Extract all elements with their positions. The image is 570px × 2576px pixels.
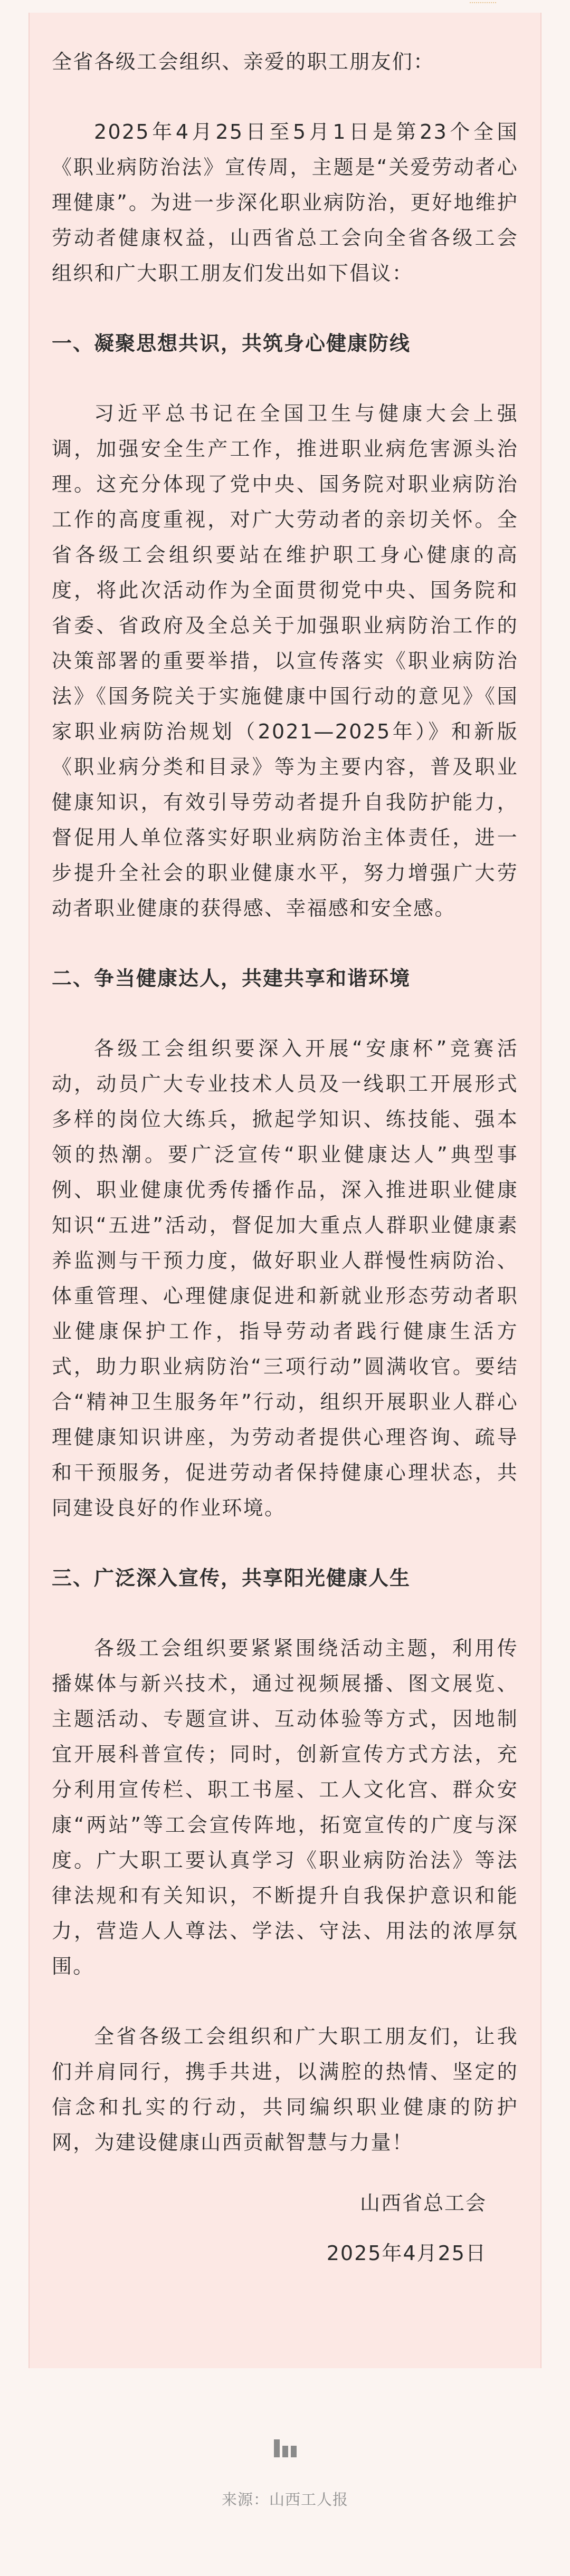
signature-org: 山西省总工会 — [359, 2191, 487, 2215]
source-credit: 来源：山西工人报 — [221, 2491, 348, 2508]
signature-block — [52, 2186, 518, 2271]
footer-logo — [0, 2439, 570, 2466]
dotted-decoration — [470, 2, 496, 4]
section-body-3: 各级工会组织要紧紧围绕活动主题，利用传播媒体与新兴技术，通过视频展播、图文展览、主题活动、专题宣讲、互动体验等方式，因地制宜开展科普宣传；同时，创新宣传方式方法，充分利用宣传栏、职工书屋、工人文化宫、群众安康“两站”等工会宣传阵地，拓宽宣传的广度与深度。广大职工要认真学习《职业病防治法》等法律法规和有关知识，不断提升自我保护意识和能力，营造人人尊法、学法、守法、用法的浓厚氛围。 — [52, 1637, 518, 1978]
section-heading-3: 三、广泛深入宣传，共享阳光健康人生 — [52, 1566, 411, 1590]
section-body-2: 各级工会组织要深入开展“安康杯”竞赛活动，动员广大专业技术人员及一线职工开展形式多样的岗位大练兵，掀起学知识、练技能、强本领的热潮。要广泛宣传“职业健康达人”典型事例、职业健康优秀传播作品，深入推进职业健康知识“五进”活动，督促加大重点人群职业健康素养监测与干预力度，做好职业人群慢性病防治、体重管理、心理健康促进和新就业形态劳动者职业健康保护工作，指导劳动者践行健康生活方式，助力职业病防治“三项行动”圆满收官。要结合“精神卫生服务年”行动，组织开展职业人群心理健康知识讲座，为劳动者提供心理咨询、疏导和干预服务，促进劳动者保持健康心理状态，共同建设良好的作业环境。 — [52, 1037, 518, 1520]
proposal-card — [28, 13, 542, 2368]
bar-logo-icon — [274, 2439, 297, 2457]
section-heading-1: 一、凝聚思想共识，共筑身心健康防线 — [52, 332, 411, 355]
greeting: 全省各级工会组织、亲爱的职工朋友们： — [52, 50, 435, 73]
signature-date: 2025年4月25日 — [326, 2242, 487, 2265]
top-ornament — [0, 0, 570, 13]
section-heading-2: 二、争当健康达人，共建共享和谐环境 — [52, 967, 411, 990]
section-body-1: 习近平总书记在全国卫生与健康大会上强调，加强安全生产工作，推进职业病危害源头治理。这充分体现了党中央、国务院对职业病防治工作的高度重视，对广大劳动者的亲切关怀。全省各级工会组织要站在维护职工身心健康的高度，将此次活动作为全面贯彻党中央、国务院和省委、省政府及全总关于加强职业病防治工作的决策部署的重要举措，以宣传落实《职业病防治法》《国务院关于实施健康中国行动的意见》《国家职业病防治规划（2021—2025年）》和新版《职业病分类和目录》等为主要内容，普及职业健康知识，有效引导劳动者提升自我防护能力，督促用人单位落实好职业病防治主体责任，进一步提升全社会的职业健康水平，努力增强广大劳动者职业健康的获得感、幸福感和安全感。 — [52, 402, 518, 920]
closing-paragraph: 全省各级工会组织和广大职工朋友们，让我们并肩同行，携手共进，以满腔的热情、坚定的信念和扎实的行动，共同编织职业健康的防护网，为建设健康山西贡献智慧与力量！ — [52, 2025, 518, 2154]
intro-paragraph: 2025年4月25日至5月1日是第23个全国《职业病防治法》宣传周，主题是“关爱劳动者心理健康”。为进一步深化职业病防治，更好地维护劳动者健康权益，山西省总工会向全省各级工会组织和广大职工朋友们发出如下倡议： — [52, 120, 518, 285]
